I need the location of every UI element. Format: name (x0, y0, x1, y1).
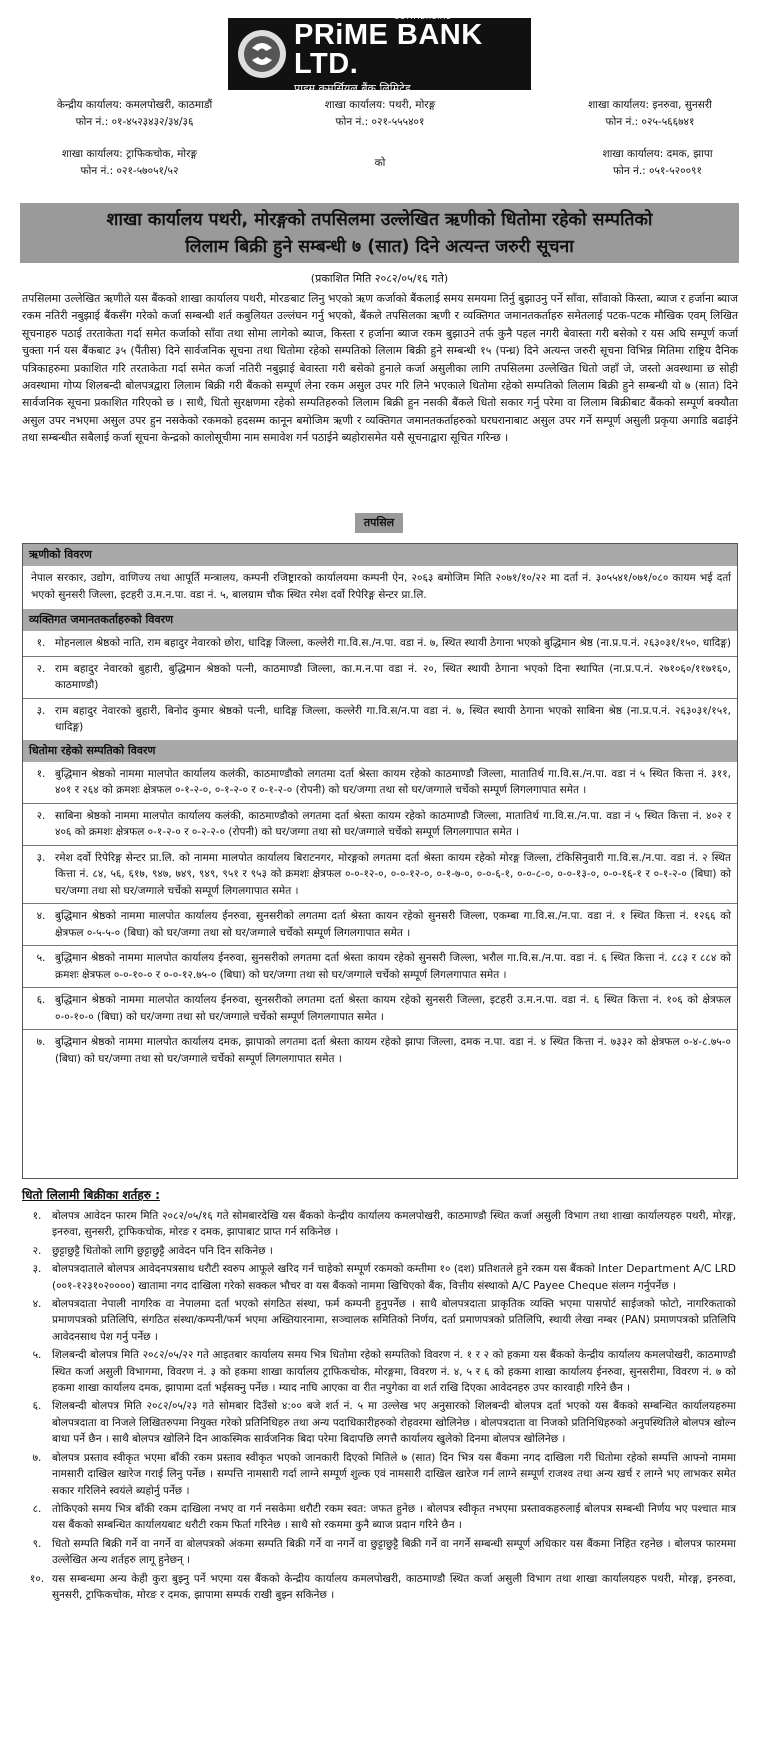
office-central-phone: फोन नं.: ०१-४५२३४३२/३४/३६ (75, 116, 194, 128)
item-number: १. (32, 1210, 42, 1222)
item-text: बोलपत्रदाताले बोलपत्र आवेदनपत्रसाथ धरौटी स्वरुप आफूले खरिद गर्न चाहेको सम्पूर्ण रकमको कम्तीमा १० (दश) प्रतिशतले हुने रकम यस बैंकको Inter Department A/C LRD (००१-१२३१०२००००) खातामा नगद दाखिला गरेको सक्कल भौचर वा यस बैंकको नाममा खिचिएको बैंक, वित्तीय संस्थाको A/C Payee Cheque संलग्न गर्नुपर्नेछ । (52, 1263, 736, 1292)
item-number: १. (36, 637, 46, 649)
item-text: बुद्धिमान श्रेष्ठको नाममा मालपोत कार्यालय कलंकी, काठमाण्डौको लगतमा दर्ता श्रेस्ता कायम रहेको काठमाण्डौ जिल्ला, मातातिर्थ गा.वि.स./न.पा. वडा नं ५ स्थित कित्ता नं. ३११, ४०१ र २६४ को क्रमशः क्षेत्रफल ०-१-२-०, ०-१-२-० र ०-१-२-० (रोपनी) को घर/जग्गा तथा सो घर/जग्गाले चर्चेको सम्पूर्ण लिगलगापात समेत । (55, 767, 731, 796)
tapsil-label: तपसिल (355, 513, 403, 533)
item-number: ४. (36, 910, 46, 922)
office-inaruwa (560, 97, 740, 131)
item-text: बोलपत्रदाता नेपाली नागरिक वा नेपालमा दर्ता भएको संगठित संस्था, फर्म कम्पनी हुनुपर्नेछ । साथै बोलपत्रदाता प्राकृतिक व्यक्ति भएमा पासपोर्ट साईजको फोटो, नागरिकताको प्रमाणपत्रको प्रतिलिपि, संगठित संस्था/कम्पनी/फर्म भएमा अख्तियारनामा, सञ्चालक समितिको निर्णय, दर्ता प्रमाणपत्रको प्रतिलिपि, स्थायी लेखा नम्बर (PAN) प्रमाणपत्रको प्रतिलिपि आवेदनसाथ पेश गर्नु पर्नेछ । (52, 1298, 736, 1343)
item-text: शिलबन्दी बोलपत्र मिति २०८२/०५/२३ गते सोमबार दिउँसो ४:०० बजे शर्त नं. ५ मा उल्लेख भए अनुसारको शिलबन्दी बोलपत्र दर्ता भएको यस बैंकको सम्बन्धित कार्यालयहरुमा बोलपत्रदाता वा निजले लिखितरुपमा नियुक्त गरेको प्रतिनिधिहरु तथा अन्य पदाधिकारीहरुको रोहवरमा खोलिनेछ । बोलपत्रदाता वा निजको प्रतिनिधिहरुको अनुपस्थितिले बोलपत्र खोल्न बाधा पर्ने छैन । साथै बोलपत्र खोलिने दिन आकस्मिक सार्वजनिक बिदा परेमा बिदापछि लगत्तै कार्यालय खुलेको दिनमा बोलपत्र खोलिनेछ । (52, 1400, 736, 1446)
and-word: को (374, 157, 386, 169)
item-number: ९. (32, 1537, 42, 1550)
office-pathari-name: शाखा कार्यालय: पथरी, मोरङ्ग (324, 99, 436, 111)
item-text: धितो सम्पति बिक्री गर्ने वा नगर्ने वा बोलपत्रको अंकमा सम्पति बिक्री गर्ने वा नगर्ने वा छुट्टाछुट्टै बिक्री गर्ने वा नगर्ने सम्बन्धी सम्पूर्ण अधिकार यस बैंकमा निहित रहनेछ । बोलपत्र फारममा उल्लेखित अन्य शर्तहरु लागू हुनेछन् । (52, 1537, 736, 1567)
item-text: राम बहादुर नेवारको बुहारी, बुद्धिमान श्रेष्ठको पत्नी, काठमाण्डौ जिल्ला, का.म.न.पा वडा नं. २०, स्थित स्थायी ठेगाना भएको दिना स्थापित (ना.प्र.प.नं. २७१०६०/११७१६०, काठमाण्डौ) (55, 662, 731, 691)
item-number: ५. (36, 952, 46, 964)
item-number: ६. (32, 1400, 42, 1413)
office-central (22, 97, 247, 131)
guarantors-heading: व्यक्तिगत जमानतकर्ताहरुको विवरण (23, 609, 737, 631)
collateral-heading: धितोमा रहेको सम्पतिको विवरण (23, 740, 737, 762)
list-item (22, 1571, 736, 1604)
office-inaruwa-name: शाखा कार्यालय: इनरुवा, सुनसरी (588, 99, 712, 111)
item-number: ३. (36, 704, 46, 717)
conditions-list (22, 1208, 736, 1605)
item-text: बुद्धिमान श्रेष्ठको नाममा मालपोत कार्यालय दमक, झापाको लगतमा दर्ता श्रेस्ता कायम रहेको झापा जिल्ला, दमक न.पा. वडा नं. ४ स्थित कित्ता नं. ७३३२ को क्षेत्रफल ०-४-८.७५-० (बिघा) को घर/जग्गा तथा सो घर/जग्गाले चर्चेको सम्पूर्ण लिगलगापात समेत । (55, 1036, 731, 1065)
item-text: शिलबन्दी बोलपत्र मिति २०८२/०५/२२ गते आइतबार कार्यालय समय भित्र धितोमा रहेको सम्पतिको विवरण नं. १ र २ को हकमा यस बैंकको केन्द्रीय कार्यालय कमलपोखरी, काठमाण्डौ स्थित कर्जा असुली विभागमा, विवरण नं. ३ को हकमा शाखा कार्यालय ट्राफिकचोक, मोरङ्गमा, विवरण नं. ४, ५ र ६ को हकमा शाखा कार्यालय ईनरुवा, सुनसरीमा, विवरण नं. ७ को हकमा शाखा कार्यालय दमक, झापामा दर्ता भईसक्नु पर्नेछ । म्याद नाघि आएका वा रीत नपुगेका वा शर्त राखि दिएका आवेदनहरु उपर कारवाही गरिने छैन । (52, 1349, 736, 1395)
list-item (22, 1296, 736, 1345)
office-damak-name: शाखा कार्यालय: दमक, झापा (602, 148, 713, 160)
list-item (22, 1450, 736, 1499)
list-item (23, 631, 737, 657)
item-text: साबिना श्रेष्ठको नाममा मालपोत कार्यालय कलंकी, काठमाण्डौको लगतमा दर्ता श्रेस्ता कायम रहेको काठमाण्डौ जिल्ला, मातातिर्थ गा.वि.स./न.पा. वडा नं ५ स्थित कित्ता नं. ४०२ र ४०६ को क्रमशः क्षेत्रफल ०-१-२-० र ०-२-२-० (रोपनी) को घर/जग्गा तथा सो घर/जग्गाले चर्चेको सम्पूर्ण लिगलगापात समेत । (55, 809, 731, 838)
list-item (23, 988, 737, 1030)
logo-commercial-text: COMMERCIAL (393, 13, 451, 21)
list-item (23, 804, 737, 846)
list-item (22, 1501, 736, 1534)
office-traffic-chowk (22, 146, 237, 180)
bank-emblem-icon (238, 30, 286, 78)
office-inaruwa-phone: फोन नं.: ०२५-५६६७४१ (605, 116, 695, 128)
office-damak (575, 146, 740, 180)
office-central-name: केन्द्रीय कार्यालय: कमलपोखरी, काठमाडौं (56, 99, 213, 111)
collateral-list (23, 762, 737, 1072)
item-number: ८. (32, 1502, 42, 1515)
office-pathari-phone: फोन नं.: ०२१-५५५४०१ (335, 116, 425, 128)
conditions-heading: धितो लिलामी बिक्रीका शर्तहरु : (22, 1188, 160, 1202)
list-item (22, 1398, 736, 1447)
item-text: रमेश दर्वो रिपेरिङ्ग सेन्टर प्रा.लि. को नाममा मालपोत कार्यालय बिराटनगर, मोरङ्गको लगतमा दर्ता श्रेस्ता कायम रहेको मोरङ्ग जिल्ला, टंकिसिनुवारी गा.वि.स./न.पा. वडा नं. २ स्थित कित्ता नं. ८४, ५६, ६१७, ९४७, ७४९, ९४९, ९५१ र ९५३ को क्रमशः क्षेत्रफल ०-०-१२-०, ०-०-१२-०, ०-१-७-०, ०-०-६-१, ०-०-८-०, ०-०-१३-०, ०-०-१६-१ र ०-१-२-० (बिघा) को घर/जग्गा तथा सो घर/जग्गाले चर्चेको सम्पूर्ण लिगलगापात समेत । (55, 851, 731, 897)
office-damak-phone: फोन नं.: ०५१-५२००९१ (613, 165, 702, 177)
notice-title (20, 203, 739, 263)
item-number: ३. (36, 851, 46, 864)
item-number: २. (36, 662, 46, 675)
item-text: तोकिएको समय भित्र बाँकी रकम दाखिला नभए वा गर्न नसकेमा धरौटी रकम स्वत: जफत हुनेछ । बोलपत्र स्वीकृत नभएमा प्रस्तावकहरुलाई बोलपत्र सम्बन्धी निर्णय भए पश्चात मात्र यस बैंकको सम्बन्धित कार्यालयबाट धरौटी रकम फिर्ता गरिनेछ । साथै सो रकममा कुनै ब्याज प्रदान गरिने छैन । (52, 1502, 736, 1532)
list-item (23, 846, 737, 905)
list-item (22, 1243, 736, 1259)
office-traffic-chowk-phone: फोन नं.: ०२१-५७०५१/५२ (80, 165, 179, 177)
item-text: राम बहादुर नेवारको बुहारी, बिनोद कुमार श्रेष्ठको पत्नी, धादिङ्ग जिल्ला, कल्लेरी गा.वि.स/न.पा वडा नं. ७, स्थित स्थायी ठेगाना भएको साबिना श्रेष्ठ (ना.प्र.प.नं. २६३०३१/१५१, धादिङ्ग) (55, 704, 731, 733)
item-text: छुट्टाछुट्टै धितोको लागि छुट्टाछुट्टै आवेदन पनि दिन सकिनेछ । (52, 1244, 273, 1257)
list-item (23, 657, 737, 699)
list-item (22, 1347, 736, 1396)
notice-title-line1: शाखा कार्यालय पथरी, मोरङ्गको तपसिलमा उल्लेखित ऋणीको धितोमा रहेको सम्पतिको (106, 210, 653, 230)
guarantors-list (23, 631, 737, 740)
published-date: (प्रकाशित मिति २०८२/०५/१६ गते) (310, 272, 449, 285)
list-item (23, 762, 737, 804)
item-number: ६. (36, 994, 46, 1006)
borrower-heading: ऋणीको विवरण (23, 544, 737, 566)
office-traffic-chowk-name: शाखा कार्यालय: ट्राफिकचोक, मोरङ्ग (61, 148, 198, 160)
item-number: १. (36, 767, 46, 780)
list-item (23, 904, 737, 946)
notice-intro-paragraph: तपसिलमा उल्लेखित ऋणीले यस बैंकको शाखा कार्यालय पथरी, मोरङबाट लिनु भएको ऋण कर्जाको बैंकलाई समय समयमा तिर्नु बुझाउनु पर्ने साँवा, साँवाको किस्ता, ब्याज र हर्जाना ब्याज रकम नतिरी नबुझाई बैंकसँग गरेको कर्जा सम्बन्धी शर्त कबुलियत उल्लंघन गर्नु भएको, बैंकले तपसिलका ऋणी र व्यक्तिगत जमानतकर्ताहरु समेतलाई पटक-पटक मौखिक एवम् लिखित सूचनाहरु पठाई तरताकेता गर्दा समेत कर्जाको साँवा तथा सोमा लागेको ब्याज, किस्ता र हर्जाना ब्याज रकम बुझाउने तर्फ कुनै पहल नगरी बेवास्ता गरी बसेको र यस अघि सम्पूर्ण कर्जा चुक्ता गर्न यस बैंकबाट ३५ (पैंतीस) दिने सार्वजनिक सूचना तथा धितोमा रहेको सम्पतिको लिलाम बिक्री हुने सम्बन्धी १५ (पन्ध्र) दिने अत्यन्त जरुरी सूचना विभिन्न मितिमा राष्ट्रिय दैनिक पत्रिकाहरुमा प्रकाशित गरि तरताकेता गर्दा समेत कर्जा नतिरी नबुझाई बेवास्ता गरी बसेको हुनाले कर्जा असुलीका लागि तपसिलमा उल्लेखित धितो जहाँ जे, जस्तो अवस्थामा छ सोही अवस्थामा गोप्य शिलबन्दी बोलपत्रद्वारा लिलाम बिक्री गरी बैंकको सम्पूर्ण लेना रकम असुल उपर गरि लिने भएकाले धितोमा रहेको सम्पतिको लिलाम बिक्री हुने सम्बन्धी यो ७ (सात) दिने सार्वजनिक सूचना प्रकाशित गरिएको छ । साथै, धितो सुरक्षणमा रहेको सम्पतिहरुको लिलाम बिक्री हुन नसकी बैंकले धितो सकार गर्नु परेमा वा लिलाम बिक्रीबाट बैंकको सम्पूर्ण बक्यौता असुल उपर नभएमा असुल उपर हुन नसकेको रकमको हदसम्म कानून बमोजिम ऋणी र व्यक्तिगत जमानतकर्ताहरुको घरघरानाबाट असुल उपर गर्ने सम्पूर्ण असुली प्रकृया अगाडि बढाईने तथा सम्बन्धीत सबैलाई कर्जा सूचना केन्द्रको कालोसूचीमा नाम समावेश गर्न पठाईने ब्यहोरासमेत यसै सूचनाद्वारा सूचित गरिन्छ । (22, 292, 738, 445)
item-number: १०. (29, 1572, 45, 1585)
list-item (22, 1261, 736, 1294)
item-number: ७. (32, 1451, 42, 1464)
item-text: बुद्धिमान श्रेष्ठको नाममा मालपोत कार्यालय ईनरुवा, सुनसरीको लगतमा दर्ता श्रेस्ता कायन रहेको सुनसरी जिल्ला, एकम्बा गा.वि.स./न.पा. वडा नं. १ स्थित कित्ता नं. १२६६ को क्षेत्रफल ०-५-५-० (बिघा) को घर/जग्गा तथा सो घर/जग्गाले चर्चेको सम्पूर्ण लिगलगापात समेत । (55, 910, 731, 939)
item-text: बोलपत्र प्रस्ताव स्वीकृत भएमा बाँकी रकम प्रस्ताव स्वीकृत भएको जानकारी दिएको मितिले ७ (सात) दिन भित्र यस बैंकमा नगद दाखिला गरी धितोमा रहेको सम्पत्ति आफ्नो नाममा नामसारी दाखिल खारेज गराई लिनु पर्नेछ । सम्पत्ति नामसारी गर्दा लाग्ने सम्पूर्ण शुल्क एवं नामसारी दाखिल खारेज गर्न लाग्ने सम्पूर्ण राजश्व तथा अन्य खर्च र लाग्ने भए लाभकर समेत सकार गरिलिने स्वयंले ब्यहोर्नु पर्नेछ । (52, 1451, 736, 1497)
borrower-details: नेपाल सरकार, उद्योग, वाणिज्य तथा आपूर्ति मन्त्रालय, कम्पनी रजिष्ट्रारको कार्यालयमा कम्पनी ऐन, २०६३ बमोजिम मिति २०७१/१०/२२ मा दर्ता नं. ३०५५४१/०७१/०८० कायम भई दर्ता भएको सुनसरी जिल्ला, इटहरी उ.म.न.पा. वडा नं. ५, बालग्राम चौक स्थित रमेश दर्वो रिपेरिङ्ग सेन्टर प्रा.लि. (31, 572, 731, 601)
item-text: यस सम्बन्धमा अन्य केही कुरा बुझ्नु पर्ने भएमा यस बैंकको केन्द्रीय कार्यालय कमलपोखरी, काठमाण्डौ स्थित कर्जा असुली विभाग तथा शाखा कार्यालयहरु पथरी, मोरङ्ग, इनरुवा, सुनसरी, ट्राफिकचोक, मोरङ र दमक, झापामा सम्पर्क राखी बुझ्न सकिनेछ । (52, 1572, 736, 1601)
item-text: बुद्धिमान श्रेष्ठको नाममा मालपोत कार्यालय ईनरुवा, सुनसरीको लगतमा दर्ता श्रेस्ता कायम रहेको सुनसरी जिल्ला, इटहरी उ.म.न.पा. वडा नं. ६ स्थित कित्ता नं. १०६ को क्षेत्रफल ०-०-१०-० (बिघा) को घर/जग्गा तथा सो घर/जग्गाले चर्चेको सम्पूर्ण लिगलगापात समेत । (55, 994, 731, 1023)
notice-title-line2: लिलाम बिक्री हुने सम्बन्धी ७ (सात) दिने अत्यन्त जरुरी सूचना (185, 237, 574, 257)
logo-bank-name: PRiME BANK LTD. (294, 19, 483, 80)
item-number: ५. (32, 1349, 42, 1362)
list-item (22, 1208, 736, 1241)
item-text: मोहनलाल श्रेष्ठको नाति, राम बहादुर नेवारको छोरा, धादिङ्ग जिल्ला, कल्लेरी गा.वि.स./न.पा. वडा नं. ७, स्थित स्थायी ठेगाना भएको बुद्धिमान श्रेष्ठ (ना.प्र.प.नं. २६३०३१/१५०, धादिङ्ग) (55, 637, 731, 649)
bank-logo (228, 13, 531, 95)
item-number: २. (36, 809, 46, 822)
item-text: बुद्धिमान श्रेष्ठको नाममा मालपोत कार्यालय ईनरुवा, सुनसरीको लगतमा दर्ता श्रेस्ता कायम रहेको सुनसरी जिल्ला, भरौल गा.वि.स./न.पा. वडा नं. ६ स्थित कित्ता नं. ८८३ र ८८४ को क्रमशः क्षेत्रफल ०-०-१०-० र ०-०-१२.७५-० (बिघा) को घर/जग्गा तथा सो घर/जग्गाले चर्चेको सम्पूर्ण लिगलगापात समेत । (55, 952, 731, 981)
logo-nepali-name: प्राइम कमर्सियल बैंक लिमिटेड (294, 82, 411, 95)
list-item (23, 699, 737, 740)
item-number: ७. (36, 1036, 46, 1048)
item-number: २. (32, 1244, 42, 1257)
item-text: बोलपत्र आवेदन फारम मिति २०८२/०५/१६ गते सोमबारदेखि यस बैंकको केन्द्रीय कार्यालय कमलपोखरी, काठमाण्डौ स्थित कर्जा असुली विभाग तथा शाखा कार्यालयहरु पथरी, मोरङ्ग, इनरुवा, सुनसरी, ट्राफिकचोक, मोरङ र दमक, झापाबाट प्राप्त गर्न सकिनेछ । (52, 1210, 736, 1239)
list-item (23, 946, 737, 988)
item-number: ४. (32, 1298, 42, 1311)
details-table (22, 543, 738, 1179)
item-number: ३. (32, 1263, 42, 1276)
list-item (22, 1536, 736, 1569)
office-pathari (270, 97, 490, 131)
list-item (23, 1030, 737, 1071)
